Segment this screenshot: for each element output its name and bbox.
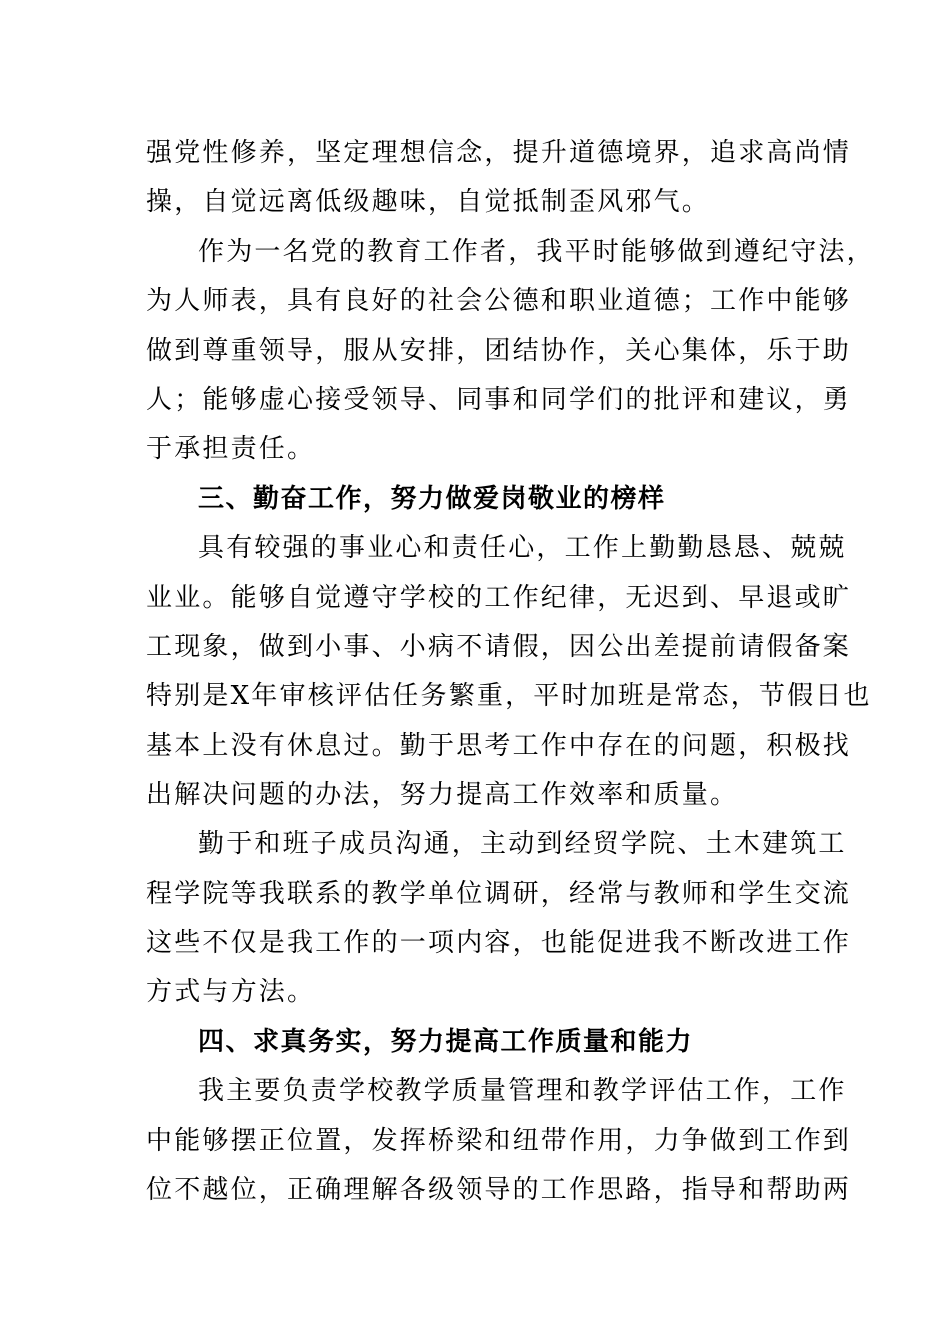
- text-line: 特别是X年审核评估任务繁重，平时加班是常态，节假日也: [146, 681, 872, 711]
- text-line: 操，自觉远离低级趣味，自觉抵制歪风邪气。: [146, 187, 711, 217]
- text-line: 于承担责任。: [146, 434, 316, 464]
- section-heading: 四、求真务实，努力提高工作质量和能力: [198, 1027, 694, 1057]
- text-line: 方式与方法。: [146, 977, 316, 1007]
- text-line: 勤于和班子成员沟通，主动到经贸学院、土木建筑工: [198, 829, 847, 859]
- text-line: 强党性修养，坚定理想信念，提升道德境界，追求高尚情: [146, 138, 852, 168]
- text-line: 业业。能够自觉遵守学校的工作纪律，无迟到、早退或旷: [146, 583, 852, 613]
- text-line: 作为一名党的教育工作者，我平时能够做到遵纪守法，: [198, 237, 875, 267]
- text-line: 出解决问题的办法，努力提高工作效率和质量。: [146, 780, 739, 810]
- text-line: 为人师表，具有良好的社会公德和职业道德；工作中能够: [146, 286, 852, 316]
- text-line: 中能够摆正位置，发挥桥梁和纽带作用，力争做到工作到: [146, 1126, 852, 1156]
- text-line: 这些不仅是我工作的一项内容，也能促进我不断改进工作: [146, 928, 852, 958]
- text-line: 程学院等我联系的教学单位调研，经常与教师和学生交流: [146, 879, 852, 909]
- text-line: 我主要负责学校教学质量管理和教学评估工作，工作: [198, 1076, 847, 1106]
- text-line: 位不越位，正确理解各级领导的工作思路，指导和帮助两: [146, 1175, 852, 1205]
- text-line: 工现象，做到小事、小病不请假，因公出差提前请假备案: [146, 632, 852, 662]
- text-line: 做到尊重领导，服从安排，团结协作，关心集体，乐于助: [146, 336, 852, 366]
- text-line: 具有较强的事业心和责任心，工作上勤勤恳恳、兢兢: [198, 533, 847, 563]
- text-line: 基本上没有休息过。勤于思考工作中存在的问题，积极找: [146, 731, 852, 761]
- section-heading: 三、勤奋工作，努力做爱岗敬业的榜样: [198, 484, 666, 514]
- text-line: 人；能够虚心接受领导、同事和同学们的批评和建议，勇: [146, 385, 852, 415]
